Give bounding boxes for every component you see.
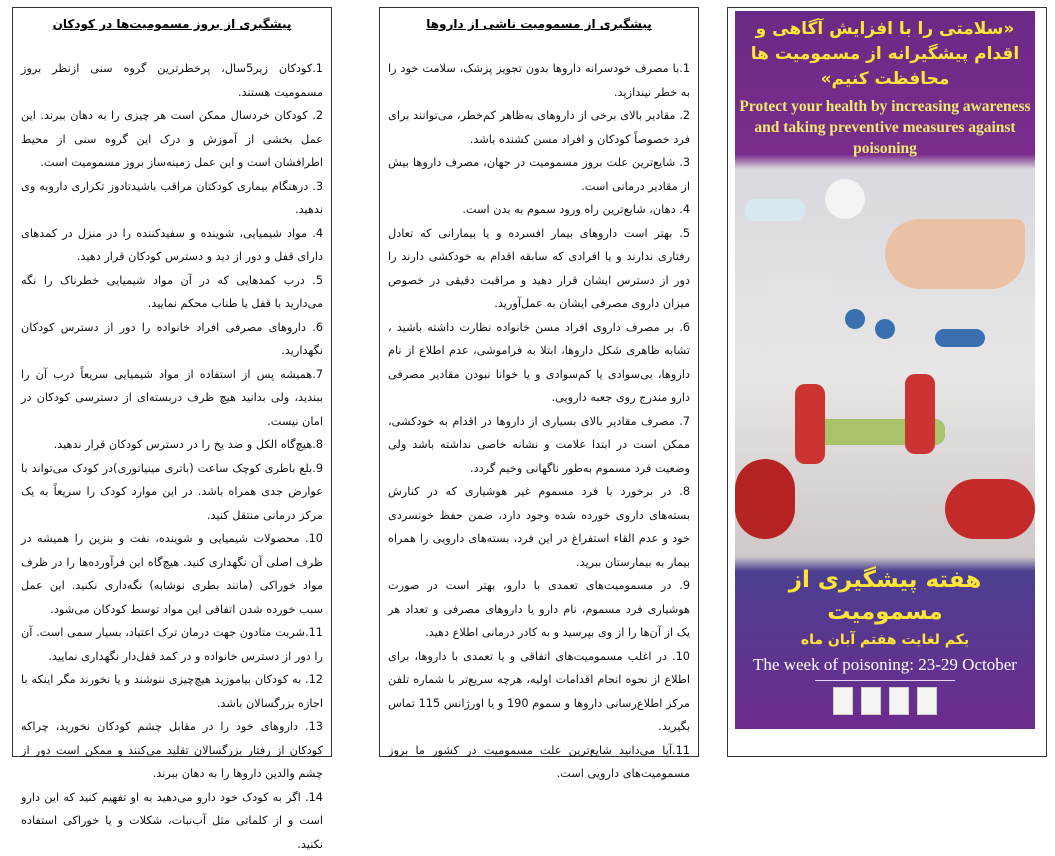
list-item: 4. دهان، شایع‌ترین راه ورود سموم به بدن است. [388,198,690,222]
list-item: 10. در اغلب مسمومیت‌های اتفاقی و یا تعمدی با داروها، برای اطلاع از نحوه انجام اقدامات اولیه، هرچه سریع‌تر با شماره تلفن مرکز اطلاع‌رسانی داروها و سموم 190 و یا اورژانس 115 تماس بگیرید. [388,645,690,739]
drug-poisoning-column [379,7,699,757]
poster-column [727,7,1047,757]
list-item: 10. محصولات شیمیایی و شوینده، نفت و بنزین را همیشه در ظرف اصلی آن نگهداری کنید. هیچ‌گاه این فرآورده‌ها را در ظرف مواد خوراکی (مانند بطری نوشابه) نگه‌داری نکنید. این عمل سبب خورده شدن اتفاقی این مواد توسط کودکان می‌شود. [21,527,323,621]
poster-week-en: The week of poisoning: 23-29 October [735,654,1035,676]
poster-slogan-en: Protect your health by increasing awareness and taking preventive measures against poisoning [735,96,1035,159]
list-item: 7.همیشه پس از استفاده از مواد شیمیایی سریعاً درب آن را ببندید، ولی بدانید هیچ ظرف دربسته‌ای از دسترسی کودکان در امان نیست. [21,363,323,434]
logo-icon [833,687,853,715]
logo-icon [917,687,937,715]
pills-illustration [735,159,1035,564]
column-body [380,57,698,786]
column-title: پیشگیری از بروز مسمومیت‌ها در کودکان [13,17,331,57]
list-item: 8. در برخورد با فرد مسموم غیر هوشیاری که در کنارش بسته‌های داروی خورده شده وجود دارد، ضمن حفظ خونسردی خود و عدم القاء استفراغ در این فرد، بسته‌های دارویی را همراه بیمار به بیمارستان ببرید. [388,480,690,574]
list-item: 11.شربت متادون جهت درمان ترک اعتیاد، بسیار سمی است. آن را دور از دسترس خانواده و در کمد قفل‌دار نگهداری نمایید. [21,621,323,668]
logo-icon [889,687,909,715]
list-item: 5. درب کمدهایی که در آن مواد شیمیایی خطرناک را نگه می‌دارید با قفل یا طناب محکم نمایید. [21,269,323,316]
list-item: 12. به کودکان بیاموزید هیچ‌چیزی ننوشند و یا نخورند مگر اینکه با اجازه بزرگسالان باشد. [21,668,323,715]
poison-week-poster [735,11,1035,729]
divider [815,680,955,681]
list-item: 6. داروهای مصرفی افراد خانواده را دور از دسترس کودکان نگهدارید. [21,316,323,363]
list-item: 11.آیا می‌دانید شایع‌ترین علت مسمومیت در کشور ما بروز مسمومیت‌های دارویی است. [388,739,690,786]
list-item: 14. اگر به کودک خود دارو می‌دهید به او تفهیم کنید که این دارو است و از کلماتی مثل آب‌نبات، شکلات و یا خوراکی استفاده نکنید. [21,786,323,856]
children-poisoning-column [12,7,332,757]
list-item: 7. مصرف مقادیر بالای بسیاری از داروها در اقدام به خودکشی، ممکن است در ابتدا علامت و نشانه خاصی نداشته باشد ولی وضعیت فرد مسموم به‌طور ناگهانی وخیم گردد. [388,410,690,481]
list-item: 9. در مسمومیت‌های تعمدی با دارو، بهتر است در صورت هوشیاری فرد مسموم، نام دارو یا داروهای مصرفی و تعداد هر یک از آن‌ها را از وی بپرسید و به کادر درمانی اطلاع دهید. [388,574,690,645]
column-body [13,57,331,856]
list-item: 3. درهنگام بیماری کودکتان مراقب باشیدتادوز تکراری داروبه وی ندهید. [21,175,323,222]
list-item: 4. مواد شیمیایی، شوینده و سفیدکننده را در منزل در کمدهای دارای قفل و دور از دید و دسترس کودکان قرار دهید. [21,222,323,269]
list-item: 5. بهتر است داروهای بیمار افسرده و یا بیمارانی که تعادل رفتاری ندارند و یا افرادی که سابقه اقدام به خودکشی دارند را دور از دسترس ایشان قرار دهید و مراقبت دقیقی در خصوص میزان داروی مصرفی ایشان به عمل‌آورید. [388,222,690,316]
poster-week-dates: یکم لغایت هفتم آبان ماه [735,630,1035,650]
poster-week-title: هفته پیشگیری از مسمومیت [735,564,1035,628]
list-item: 2. کودکان خردسال ممکن است هر چیزی را به دهان ببرند. این عمل بخشی از آموزش و درک این گروه سنی از محیط اطرافشان است و این عمل زمینه‌ساز بروز مسمومیت است. [21,104,323,175]
list-item: 1.با مصرف خودسرانه داروها بدون تجویز پزشک، سلامت خود را به خطر نیندازید. [388,57,690,104]
column-title: پیشگیری از مسمومیت ناشی از داروها [380,17,698,57]
list-item: 9.بلع باطری کوچک ساعت (باتری مینیاتوری)در کودک می‌تواند با عوارض جدی همراه باشد. در این موارد کودک را سریعاً به یک مرکز درمانی منتقل کنید. [21,457,323,528]
list-item: 8.هیچ‌گاه الکل و ضد یخ را در دسترس کودکان قرار ندهید. [21,433,323,457]
poster-slogan-fa: «سلامتی را با افزایش آگاهی و اقدام پیشگیرانه از مسمومیت ها محافظت کنیم» [735,11,1035,92]
logo-icon [861,687,881,715]
list-item: 3. شایع‌ترین علت بروز مسمومیت در جهان، مصرف داروها بیش از مقادیر درمانی است. [388,151,690,198]
sponsor-logos [735,687,1035,715]
list-item: 1.کودکان زیر5سال، پرخطرترین گروه سنی ازنظر بروز مسمومیت هستند. [21,57,323,104]
list-item: 6. بر مصرف داروی افراد مسن خانواده نظارت داشته باشید ، تشابه ظاهری شکل داروها، ابتلا به فراموشی، عدم اطلاع از نام داروها، بی‌سوادی یا کم‌سوادی و یا خوانا نبودن مقادیر مصرفی دارو مندرج روی جعبه دارویی. [388,316,690,410]
list-item: 13. داروهای خود را در مقابل چشم کودکان نخورید، چراکه کودکان از رفتار بزرگسالان تقلید می‌کنند و ممکن است دور از چشم والدین داروها را به دهان ببرند. [21,715,323,786]
list-item: 2. مقادیر بالای برخی از داروهای به‌ظاهر کم‌خطر، می‌توانند برای فرد خصوصاً کودکان و افراد مسن کشنده باشد. [388,104,690,151]
